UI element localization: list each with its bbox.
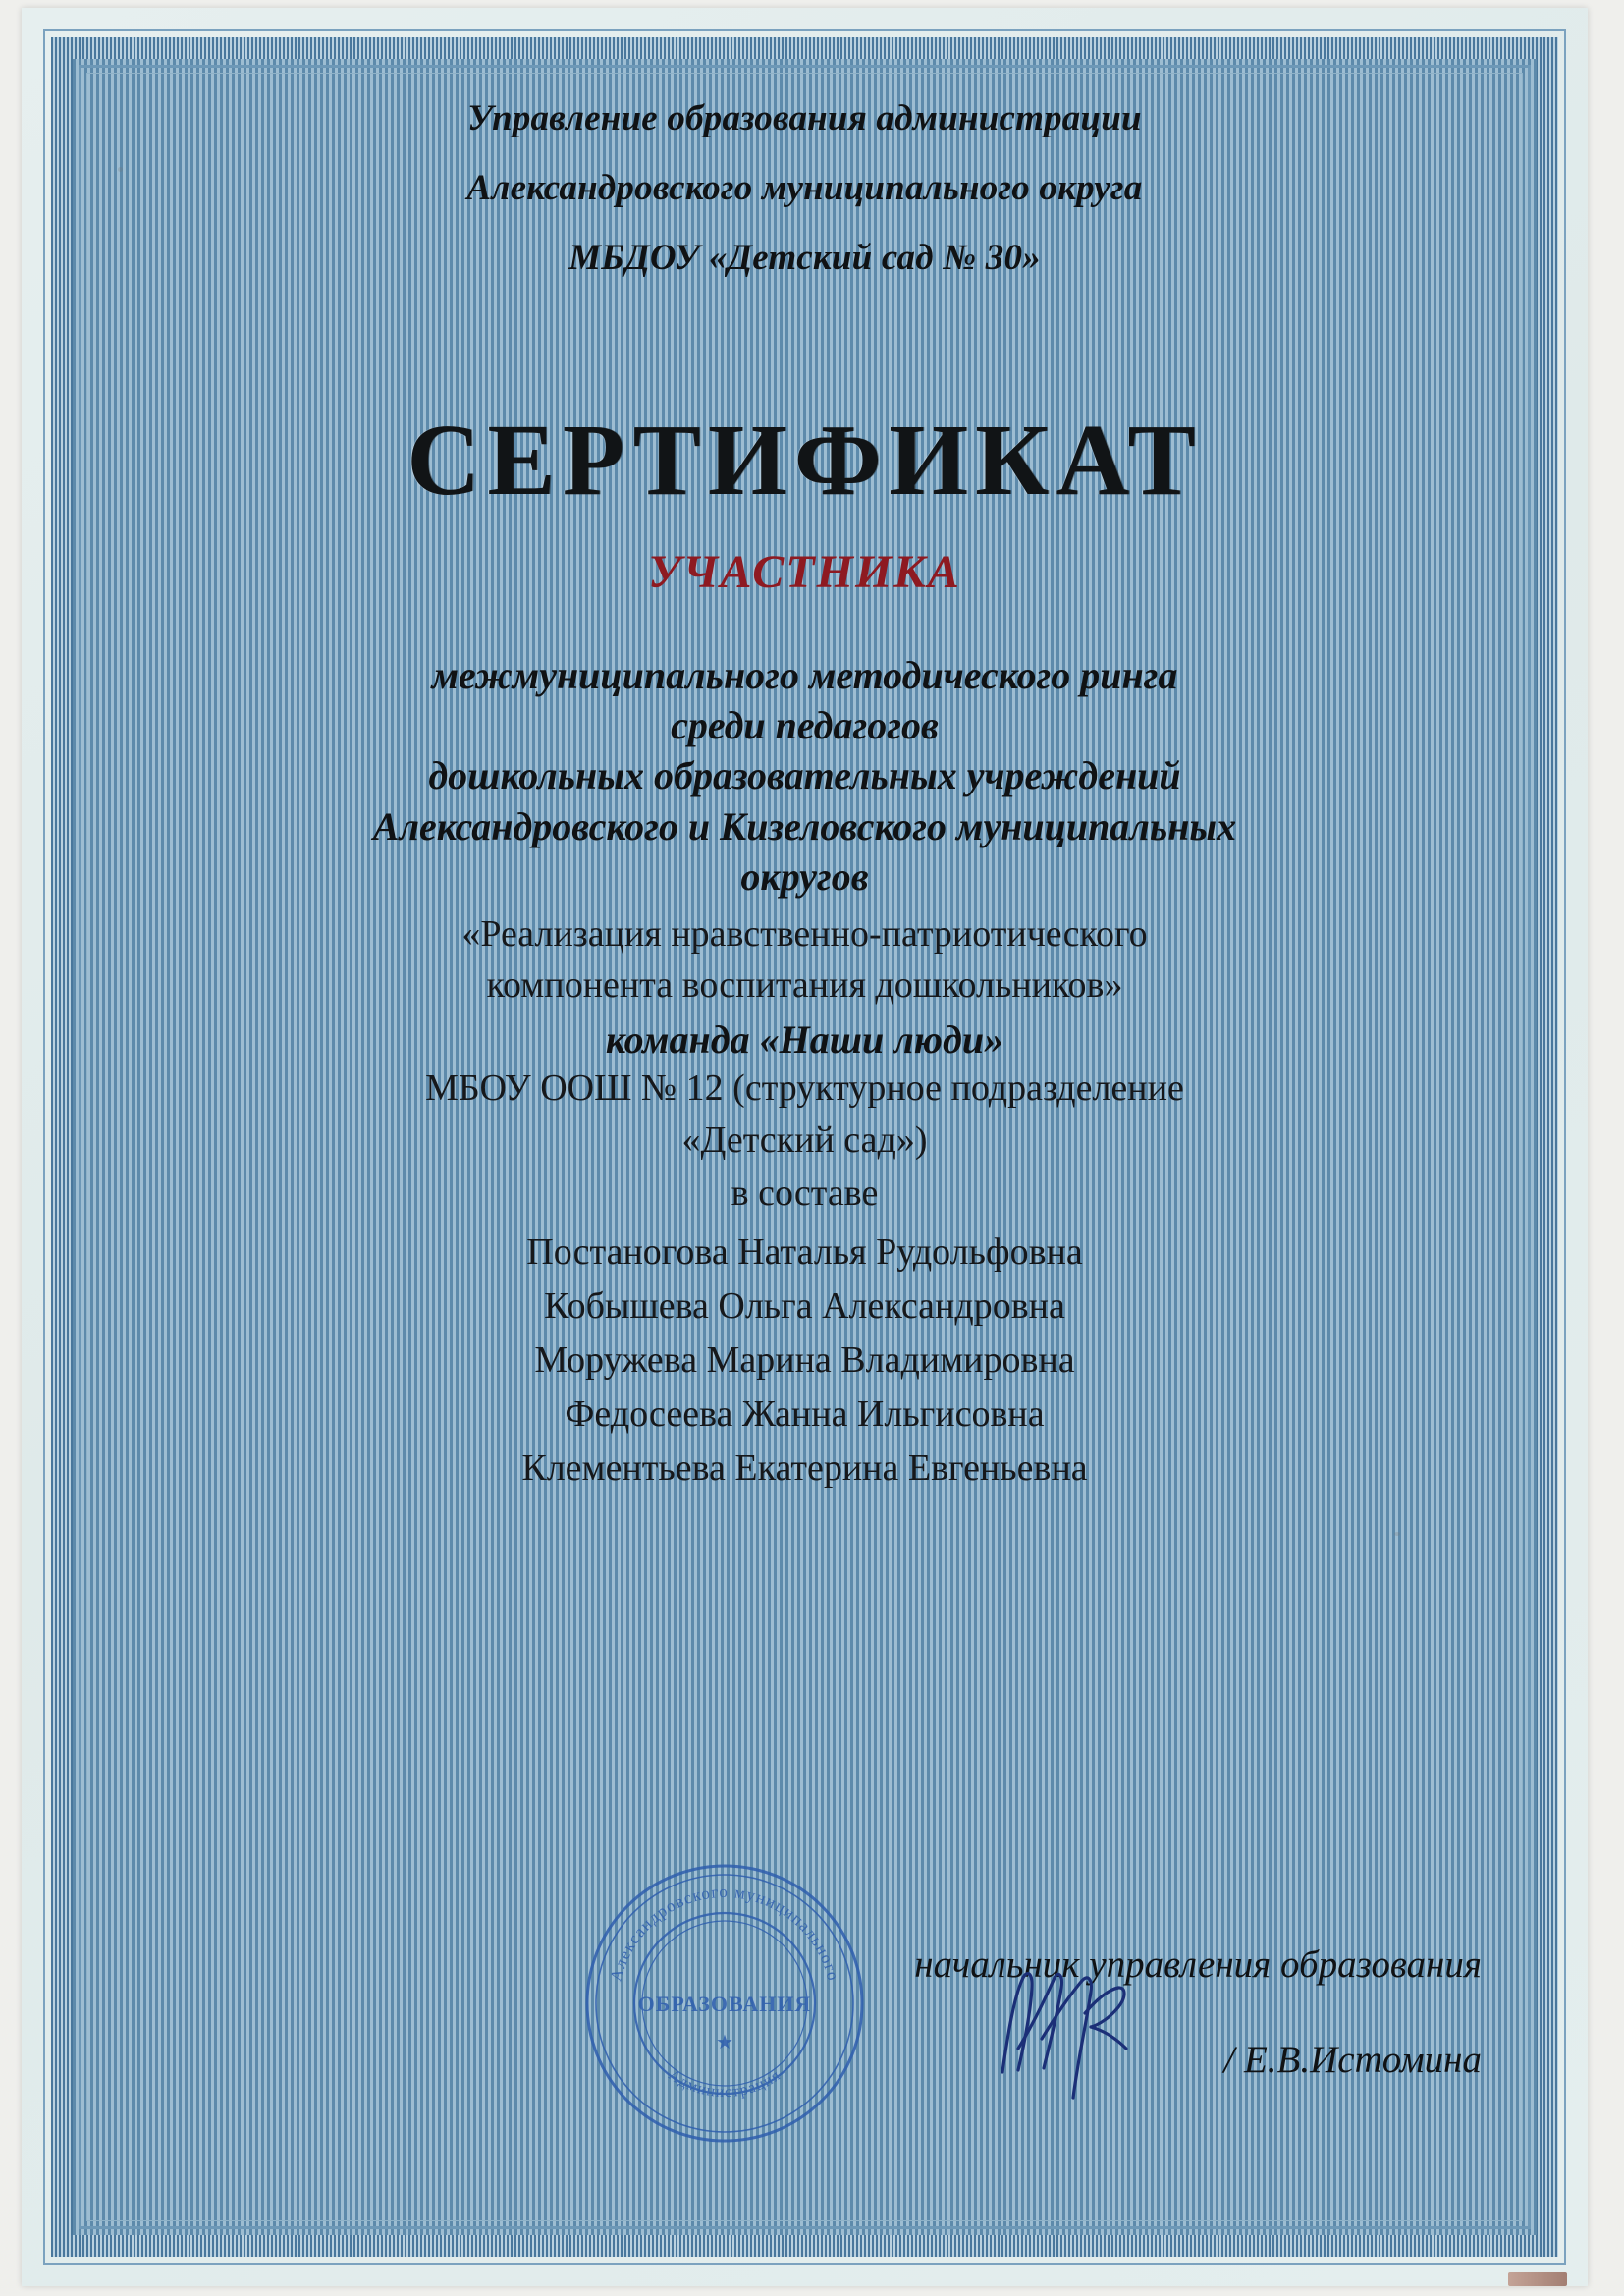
signatory-position: начальник управления образования [914,1943,1482,1986]
certificate-content [116,94,1493,2208]
scan-speck [118,167,123,172]
issuer-line-3: МБДОУ «Детский сад № 30» [568,238,1041,278]
scan-edge-artifact [1508,2272,1567,2286]
event-line-1: межмуниципального методического ринга [431,653,1178,697]
event-line-4: Александровского и Кизеловского муниципальных [372,803,1237,848]
scan-speck [1394,1532,1400,1536]
member-4: Федосеева Жанна Ильгисовна [565,1393,1045,1435]
event-theme [116,909,1493,1011]
svg-text:Александровского муниципальног: Александровского муниципального [606,1882,843,1984]
certificate-sheet [22,8,1588,2286]
issuer-line-2: Александровского муниципального округа [466,168,1143,208]
certificate-title: СЕРТИФИКАТ [406,404,1203,517]
event-line-5: округов [740,853,869,899]
school-line-1: МБОУ ООШ № 12 (структурное подразделение [425,1067,1184,1110]
svg-text:★: ★ [716,2032,733,2053]
composition-label: в составе [731,1173,879,1215]
team-name: команда «Наши люди» [605,1017,1004,1063]
signature-block [116,1942,1493,2082]
issuer-line-1: Управление образования администрации [467,98,1142,138]
member-1: Постаногова Наталья Рудольфовна [526,1230,1083,1273]
school-line-2: «Детский сад») [681,1119,928,1161]
member-2: Кобышева Ольга Александровна [544,1285,1065,1327]
theme-line-2: компонента воспитания дошкольников» [486,963,1123,1006]
members-list [116,1226,1493,1496]
event-line-3: дошкольных образовательных учреждений [428,753,1181,798]
school-name [116,1063,1493,1166]
signatory-name: / Е.В.Истомина [1223,2039,1482,2081]
theme-line-1: «Реализация нравственно-патриотического [461,912,1148,955]
svg-text:Администрация: Администрация [665,2066,785,2102]
member-5: Клементьева Екатерина Евгеньевна [521,1447,1088,1489]
event-description [116,650,1493,902]
certificate-subtitle: УЧАСТНИКА [648,546,961,598]
event-line-2: среди педагогов [671,703,939,748]
member-3: Моружева Марина Владимировна [534,1339,1075,1381]
svg-text:ОБРАЗОВАНИЯ: ОБРАЗОВАНИЯ [637,1992,812,2016]
